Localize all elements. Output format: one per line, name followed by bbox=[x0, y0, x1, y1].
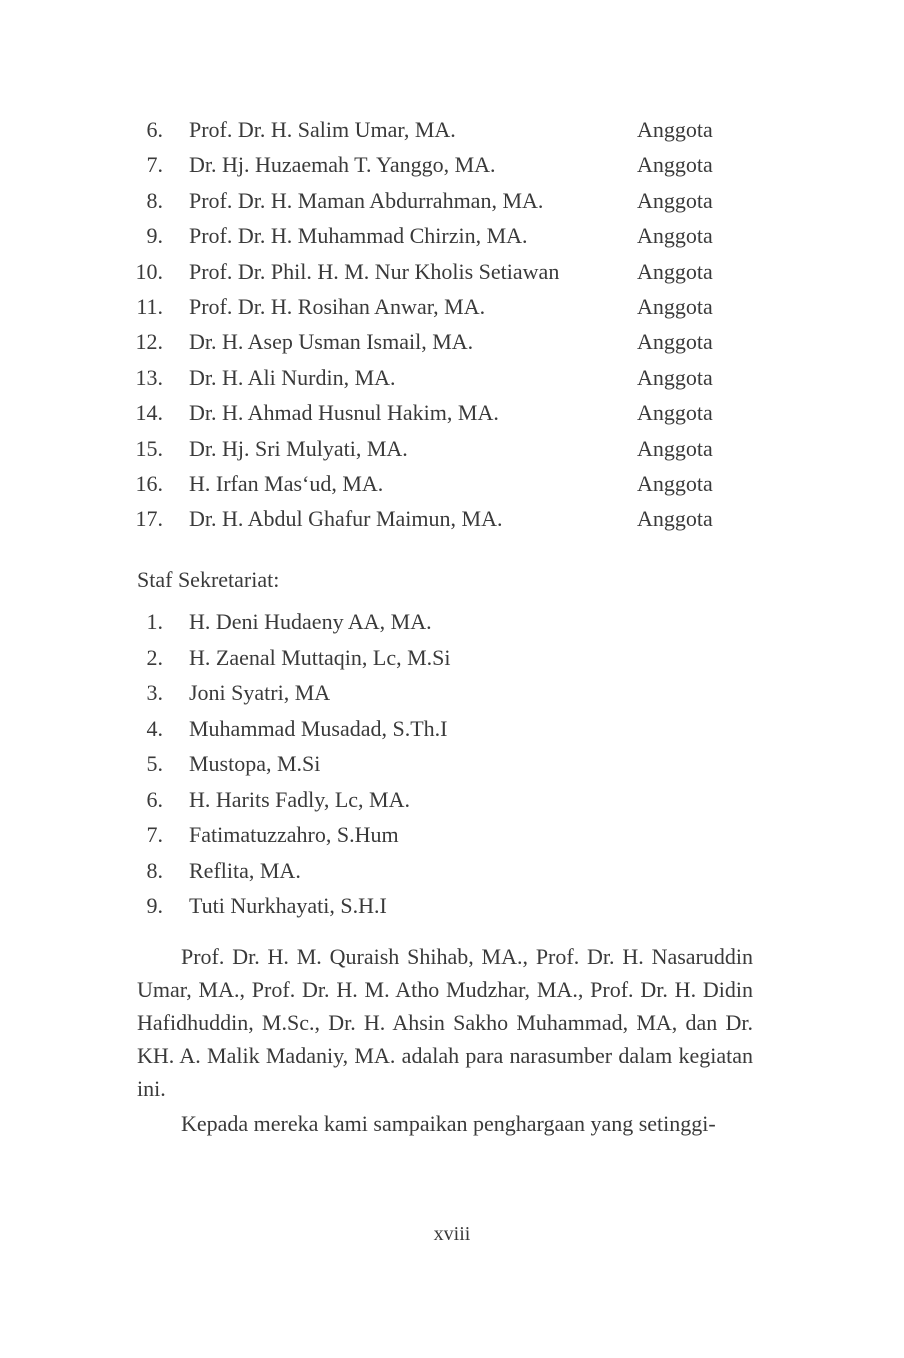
item-number: 11. bbox=[136, 293, 163, 319]
list-item bbox=[120, 675, 760, 711]
item-number: 13. bbox=[135, 364, 163, 390]
member-name: Prof. Dr. H. Rosihan Anwar, MA. bbox=[189, 293, 486, 319]
staff-name: Fatimatuzzahro, S.Hum bbox=[189, 822, 399, 847]
members-list bbox=[120, 112, 760, 537]
member-role: Anggota bbox=[637, 187, 713, 213]
staff-heading: Staf Sekretariat: bbox=[137, 567, 280, 592]
staff-list bbox=[120, 604, 760, 924]
list-item bbox=[120, 501, 760, 536]
member-name: Dr. Hj. Huzaemah T. Yanggo, MA. bbox=[189, 152, 496, 178]
member-name: Prof. Dr. H. Maman Abdurrahman, MA. bbox=[189, 187, 544, 213]
item-number: 15. bbox=[135, 435, 163, 461]
list-item bbox=[120, 395, 760, 430]
list-item bbox=[120, 254, 760, 289]
item-number: 4. bbox=[146, 715, 163, 741]
item-number: 7. bbox=[146, 822, 163, 847]
item-number: 10. bbox=[135, 258, 163, 284]
list-item bbox=[120, 711, 760, 747]
member-name: Dr. H. Ahmad Husnul Hakim, MA. bbox=[189, 400, 499, 426]
member-name: Dr. H. Abdul Ghafur Maimun, MA. bbox=[189, 506, 503, 532]
page-number: xviii bbox=[433, 1223, 471, 1245]
member-name: H. Irfan Mas‘ud, MA. bbox=[189, 470, 384, 496]
list-item bbox=[120, 183, 760, 218]
list-item bbox=[120, 431, 760, 466]
list-item bbox=[120, 817, 760, 853]
staff-name: Mustopa, M.Si bbox=[189, 751, 321, 776]
item-number: 9. bbox=[146, 223, 163, 249]
list-item bbox=[120, 324, 760, 359]
item-number: 16. bbox=[135, 470, 163, 496]
member-role: Anggota bbox=[637, 117, 713, 142]
member-role: Anggota bbox=[637, 152, 713, 178]
item-number: 17. bbox=[135, 506, 163, 532]
member-role: Anggota bbox=[637, 364, 713, 390]
list-item bbox=[120, 360, 760, 395]
item-number: 8. bbox=[146, 857, 163, 883]
item-number: 8. bbox=[146, 187, 163, 213]
list-item bbox=[120, 746, 760, 782]
list-item bbox=[120, 289, 760, 324]
member-role: Anggota bbox=[637, 329, 713, 355]
item-number: 5. bbox=[146, 751, 163, 776]
item-number: 6. bbox=[146, 117, 163, 142]
member-name: Dr. H. Ali Nurdin, MA. bbox=[189, 364, 396, 390]
member-role: Anggota bbox=[637, 223, 713, 249]
member-name: Prof. Dr. H. Muhammad Chirzin, MA. bbox=[189, 223, 528, 249]
list-item bbox=[120, 604, 760, 640]
member-role: Anggota bbox=[637, 293, 713, 319]
item-number: 3. bbox=[146, 680, 163, 705]
item-number: 9. bbox=[146, 893, 163, 918]
list-item bbox=[120, 782, 760, 818]
staff-name: Reflita, MA. bbox=[189, 857, 301, 883]
item-number: 12. bbox=[135, 329, 163, 355]
member-name: Dr. H. Asep Usman Ismail, MA. bbox=[189, 329, 474, 355]
list-item bbox=[120, 888, 760, 924]
list-item bbox=[120, 218, 760, 253]
member-name: Prof. Dr. Phil. H. M. Nur Kholis Setiawan bbox=[189, 258, 560, 284]
body-paragraph: Kepada mereka kami sampaikan penghargaan yang setinggi- bbox=[181, 1111, 716, 1136]
member-role: Anggota bbox=[637, 400, 713, 426]
list-item bbox=[120, 853, 760, 889]
body-paragraph: Prof. Dr. H. M. Quraish Shihab, MA., Prof. Dr. H. Nasaruddin Umar, MA., Prof. Dr. H. M. Atho Mudzhar, MA., Prof. Dr. H. Didin Hafidhuddin, M.Sc., Dr. H. Ahsin Sakho Muhammad, MA, dan Dr. KH. A. Malik Madaniy, MA. adalah para narasumber dalam kegiatan ini. bbox=[137, 944, 753, 1101]
item-number: 6. bbox=[146, 786, 163, 812]
list-item bbox=[120, 640, 760, 676]
member-name: Prof. Dr. H. Salim Umar, MA. bbox=[189, 117, 456, 142]
list-item bbox=[120, 466, 760, 501]
staff-name: Muhammad Musadad, S.Th.I bbox=[189, 715, 448, 741]
item-number: 14. bbox=[135, 400, 163, 426]
member-name: Dr. Hj. Sri Mulyati, MA. bbox=[189, 435, 408, 461]
staff-name: H. Harits Fadly, Lc, MA. bbox=[189, 786, 410, 812]
staff-name: Joni Syatri, MA bbox=[189, 680, 331, 705]
list-item bbox=[120, 112, 760, 147]
staff-name: H. Deni Hudaeny AA, MA. bbox=[189, 609, 432, 634]
member-role: Anggota bbox=[637, 506, 713, 532]
list-item bbox=[120, 147, 760, 182]
member-role: Anggota bbox=[637, 435, 713, 461]
staff-name: H. Zaenal Muttaqin, Lc, M.Si bbox=[189, 644, 451, 670]
item-number: 2. bbox=[146, 644, 163, 670]
staff-name: Tuti Nurkhayati, S.H.I bbox=[189, 893, 387, 918]
item-number: 1. bbox=[146, 609, 163, 634]
member-role: Anggota bbox=[637, 258, 713, 284]
item-number: 7. bbox=[146, 152, 163, 178]
member-role: Anggota bbox=[637, 470, 713, 496]
